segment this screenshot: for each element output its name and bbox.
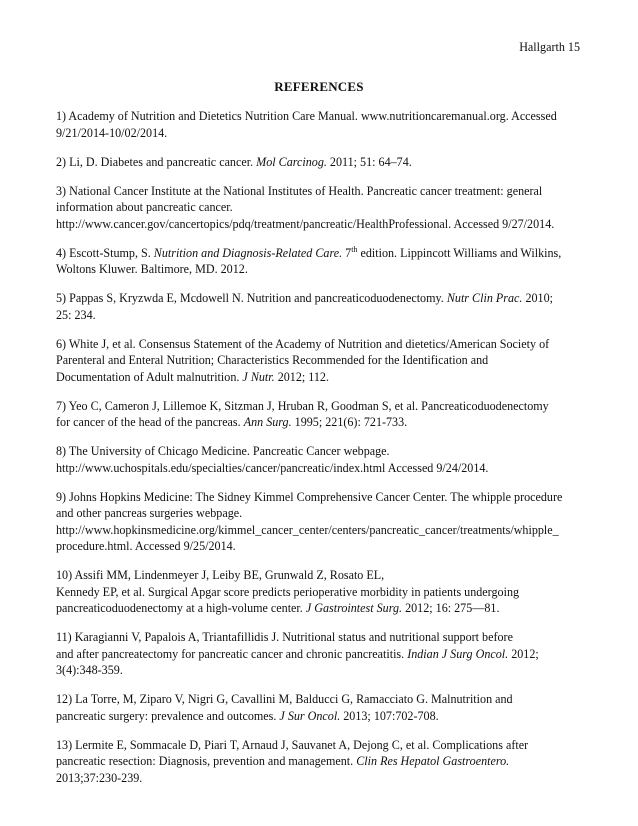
reference-entry [56,183,596,233]
reference-text: 25: 234. [56,307,96,322]
reference-entry [56,737,596,787]
reference-line [56,245,596,262]
reference-entry [56,567,596,617]
reference-text: 11) Karagianni V, Papalois A, Triantafillidis J. Nutritional status and nutritional support before [56,630,513,644]
journal-title: Nutr Clin Prac. [446,291,523,305]
reference-text: 7) Yeo C, Cameron J, Lillemoe K, Sitzman J, Hruban R, Goodman S, et al. Pancreaticoduodenectomy [56,398,549,413]
journal-title: Ann Surg. [243,415,292,429]
reference-text: procedure.html. Accessed 9/25/2014. [56,539,236,553]
reference-line [56,154,596,171]
reference-entry [56,691,596,724]
journal-title: Indian J Surg Oncol. [407,646,509,661]
reference-text: for cancer of the head of the pancreas. [56,415,244,429]
reference-entry [56,245,596,278]
reference-line [56,216,596,233]
reference-text: 13) Lermite E, Sommacale D, Piari T, Arnaud J, Sauvanet A, Dejong C, et al. Complications after [56,737,529,752]
reference-entry [56,154,596,171]
journal-title: J Nutr. [242,369,275,384]
reference-line [56,199,596,216]
reference-line [56,183,596,200]
reference-line [56,414,596,431]
journal-title: Clin Res Hepatol Gastroentero. [356,754,510,768]
reference-text: 5) Pappas S, Kryzwda E, Mcdowell N. Nutrition and pancreaticoduodenectomy. [56,291,447,305]
reference-line [56,646,596,663]
reference-line [56,505,596,522]
reference-text: Woltons Kluwer. Baltimore, MD. 2012. [56,262,248,276]
reference-text: 3) National Cancer Institute at the National Institutes of Health. Pancreatic cancer treatment: general [56,183,543,198]
reference-text: 3(4):348-359. [56,663,123,677]
reference-line [56,737,596,754]
reference-entry [56,443,596,476]
reference-line [56,307,596,324]
reference-text: 1) Academy of Nutrition and Dietetics Nutrition Care Manual. www.nutritioncaremanual.org. Accessed [56,109,557,123]
journal-title: Nutrition and Diagnosis-Related Care. [153,245,343,260]
reference-line [56,336,596,353]
reference-line [56,538,596,555]
reference-text: 8) The University of Chicago Medicine. Pancreatic Cancer webpage. [56,444,390,458]
reference-line [56,125,596,142]
reference-text: and other pancreas surgeries webpage. [56,506,243,520]
reference-entry [56,108,596,141]
reference-text: http://www.uchospitals.edu/specialties/cancer/pancreatic/index.html Accessed 9/24/2014. [56,460,489,475]
reference-text: Parenteral and Enteral Nutrition; Characteristics Recommended for the Identification and [56,353,489,367]
reference-text: 2013; 107:702-708. [340,708,439,723]
reference-entry [56,290,596,323]
reference-line [56,352,596,369]
reference-text: 2012; [508,646,539,661]
reference-text: Documentation of Adult malnutrition. [56,369,243,384]
reference-line [56,460,596,477]
reference-text: 2012; 16: 275—81. [402,601,500,615]
reference-text: pancreaticoduodenectomy at a high-volume center. [56,601,306,615]
references-list [56,108,596,799]
reference-line [56,567,596,584]
reference-text: 9/21/2014-10/02/2014. [56,125,168,140]
reference-text: pancreatic resection: Diagnosis, prevention and management. [56,754,357,768]
superscript: th [351,244,358,254]
reference-text: 2012; 112. [274,369,329,384]
journal-title: Mol Carcinog. [256,154,327,169]
reference-text: edition. Lippincott Williams and Wilkins, [357,245,562,260]
reference-line [56,662,596,679]
reference-line [56,753,596,770]
reference-text: 1995; 221(6): 721-733. [291,415,408,429]
reference-entry [56,398,596,431]
reference-text: 9) Johns Hopkins Medicine: The Sidney Kimmel Comprehensive Cancer Center. The whipple procedure [56,489,563,504]
reference-text: 6) White J, et al. Consensus Statement of the Academy of Nutrition and dietetics/American Society of [56,336,550,351]
reference-line [56,629,596,646]
journal-title: J Gastrointest Surg. [305,601,403,615]
journal-title: J Sur Oncol. [279,708,341,723]
reference-text: 4) Escott-Stump, S. [56,245,154,260]
reference-line [56,522,596,539]
reference-entry [56,629,596,679]
reference-line [56,290,596,307]
reference-line [56,691,596,708]
reference-text: 2013;37:230-239. [56,770,143,785]
reference-line [56,443,596,460]
reference-text: 10) Assifi MM, Lindenmeyer J, Leiby BE, Grunwald Z, Rosato EL, [56,568,385,582]
reference-text: 7 [342,245,352,260]
reference-text: http://www.hopkinsmedicine.org/kimmel_cancer_center/centers/pancreatic_cancer/treatments/whipple_ [56,522,559,537]
reference-line [56,261,596,278]
reference-line [56,398,596,415]
reference-line [56,708,596,725]
reference-text: Kennedy EP, et al. Surgical Apgar score predicts perioperative morbidity in patients undergoing [56,584,520,599]
reference-text: pancreatic surgery: prevalence and outcomes. [56,708,280,723]
reference-text: 2011; 51: 64–74. [326,154,412,169]
reference-line [56,369,596,386]
reference-line [56,108,596,125]
reference-text: 2010; [522,291,553,305]
reference-text: 12) La Torre, M, Ziparo V, Nigri G, Cavallini M, Balducci G, Ramacciato G. Malnutrition and [56,692,513,706]
page-header: Hallgarth 15 [519,40,580,54]
reference-line [56,770,596,787]
reference-text: information about pancreatic cancer. [56,200,233,214]
reference-line [56,584,596,601]
reference-text: and after pancreatectomy for pancreatic cancer and chronic pancreatitis. [56,646,408,661]
reference-text: 2) Li, D. Diabetes and pancreatic cancer. [56,154,257,169]
references-heading: REFERENCES [274,79,364,94]
reference-entry [56,489,596,555]
reference-entry [56,336,596,386]
reference-line [56,600,596,617]
reference-line [56,489,596,506]
reference-text: http://www.cancer.gov/cancertopics/pdq/treatment/pancreatic/HealthProfessional. Accessed 9/27/2014. [56,216,555,231]
